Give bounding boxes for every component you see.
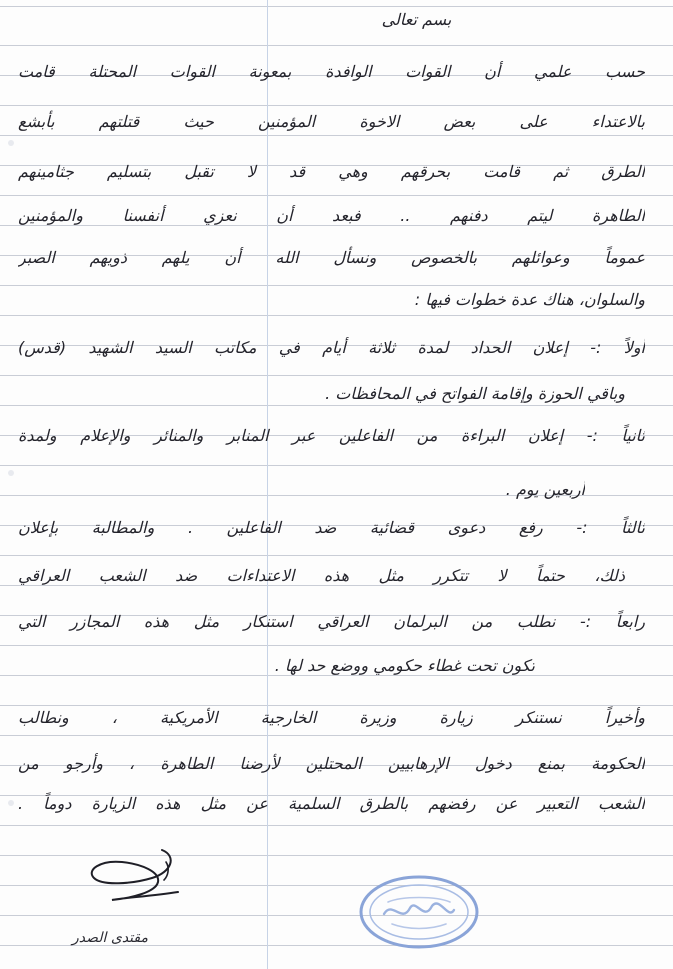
punch-hole	[8, 140, 14, 146]
signature-name: مقتدى الصدر	[72, 930, 148, 946]
letter-line: بالاعتداء على بعض الاخوة المؤمنين حيث قتلتهم بأبشع	[18, 112, 645, 131]
letter-line: وباقي الحوزة وإقامة الفواتح في المحافظات .	[325, 384, 625, 403]
letter-line: ثانياً :- إعلان البراءة من الفاعلين عبر المنابر والمنائر والإعلام ولمدة	[18, 426, 645, 445]
letter-line: وأخيراً نستنكر زيارة وزيرة الخارجية الأمريكية ، ونطالب	[18, 708, 645, 727]
ink-seal-stamp	[358, 874, 480, 950]
letter-line: ثالثاً :- رفع دعوى قضائية ضد الفاعلين . والمطالبة بإعلان	[18, 518, 645, 537]
letter-line: الطاهرة ليتم دفنهم .. فبعد أن نعزي أنفسنا والمؤمنين	[18, 206, 645, 225]
letter-line: الطرق ثم قامت بحرقهم وهي قد لا تقبل بتسليم جثامينهم	[18, 162, 645, 181]
letter-body	[18, 0, 645, 969]
signature-scribble	[82, 842, 192, 912]
letter-line: تكون تحت غطاء حكومي ووضع حد لها .	[274, 656, 535, 675]
letter-line: الشعب التعبير عن رفضهم بالطرق السلمية عن مثل هذه الزيارة دوماً .	[18, 794, 645, 813]
letter-line: أولاً :- إعلان الحداد لمدة ثلاثة أيام في مكاتب السيد الشهيد (قدس)	[18, 338, 645, 357]
letter-line: ذلك، حتماً لا تتكرر مثل هذه الاعتداءات ضد الشعب العراقي	[18, 566, 625, 585]
letter-line: حسب علمي أن القوات الوافدة بمعونة القوات المحتلة قامت	[18, 62, 645, 81]
letter-line: عموماً وعوائلهم بالخصوص ونسأل الله أن يلهم ذويهم الصبر	[18, 248, 645, 267]
letter-line: رابعاً :- نطلب من البرلمان العراقي استنكار مثل هذه المجازر التي	[18, 612, 645, 631]
letter-line: الحكومة بمنع دخول الإرهابيين المحتلين لأرضنا الطاهرة ، وأرجو من	[18, 754, 645, 773]
letter-opening: بسم تعالى	[381, 10, 452, 29]
letter-line: والسلوان، هناك عدة خطوات فيها :	[414, 290, 645, 309]
letter-line: أربعين يوم .	[505, 480, 585, 499]
punch-hole	[8, 800, 14, 806]
punch-hole	[8, 470, 14, 476]
